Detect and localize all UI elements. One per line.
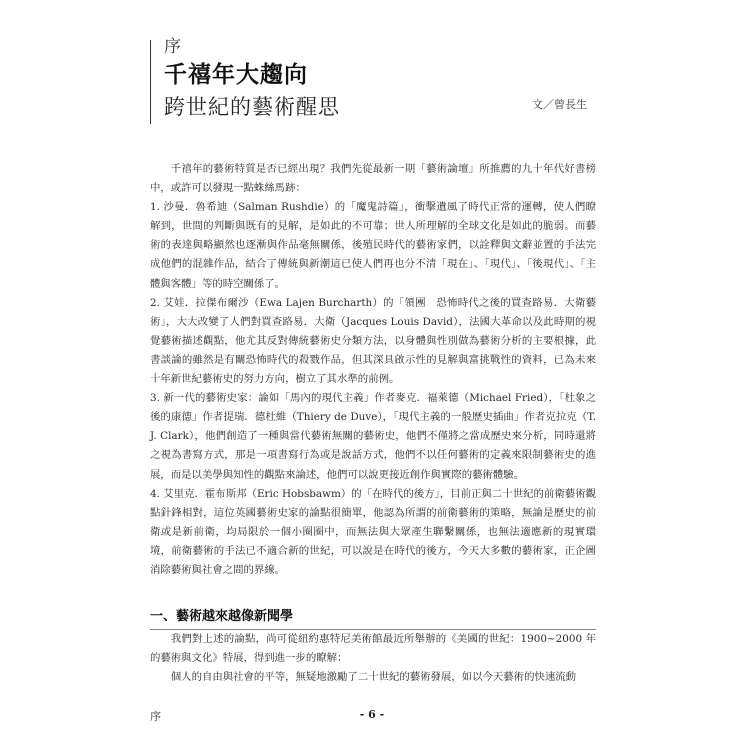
section-body bbox=[150, 630, 596, 687]
intro-paragraph: 千禧年的藝術特質是否已經出現？我們先從最新一期「藝術論壇」所推薦的九十年代好書榜中，或許可以發現一點蛛絲馬跡： bbox=[150, 163, 596, 195]
list-item-3: 3. 新一代的藝術史家：論如「馬內的現代主義」作者麥克．福萊德（Michael Fried），「杜象之後的康德」作者提瑞．德杜維（Thiery de Duve），「現代主義的一般歷史插曲」作者克拉克（T.J. Clark），他們創造了一種與當代藝術無關的藝術史，他們不僅將之當成歷史來分析，同時還將之視為書寫方式，那是一項書寫行為或是說話方式，他們不以任何藝術的定義來限制藝術史的進展，而是以美學與知性的觀點來論述，他們可以說更接近創作與實際的藝術體驗。 bbox=[150, 392, 596, 481]
section-heading bbox=[150, 607, 596, 627]
chapter-title: 千禧年大趨向 bbox=[164, 61, 308, 88]
list-item-1: 1. 沙曼．魯希迪（Salman Rushdie）的「魔鬼詩篇」，衝擊遺風了時代正常的運轉，使人們瞭解到，世間的判斷與既有的見解，是如此的不可靠；世人所理解的全球文化是如此的脆弱。而藝術的表達與略顯然也逐漸與作品毫無關係，後殖民時代的藝術家們，以詮釋與文辭並置的手法完成他們的混雜作品，結合了傳統與新潮這已使人們再也分不清「現在」、「現代」、「後現代」、「主體與客體」等的時空關係了。 bbox=[150, 201, 596, 290]
list-item-2: 2. 艾娃．拉傑布爾沙（Ewa Lajen Burcharth）的「領團 恐怖時代之後的買查路易．大衛藝術」，大大改變了人們對買查路易．大衛（Jacques Louis David），法國大革命以及此時期的視覺藝術描述觀點，他尤其反對傳統藝術史分類方法，以身體與性別做為藝術分析的主要根據，此書談論的雖然是有關恐怖時代的殺戮作品，但其深具啟示性的見解與富挑戰性的資料，已為未來十年新世紀藝術史的努力方向，樹立了其水準的前例。 bbox=[150, 296, 596, 386]
section-paragraph-1: 我們對上述的論點，尚可從紐約惠特尼美術館最近所舉辦的《美國的世紀：1900~2000 年的藝術與文化》特展，得到進一步的瞭解： bbox=[150, 633, 596, 665]
section-tag: 序 bbox=[164, 37, 181, 57]
section-paragraph-2: 個人的自由與社會的平等，無疑地激勵了二十世紀的藝術發展，如以今天藝術的快速流動 bbox=[170, 671, 577, 684]
title-vertical-rule bbox=[150, 40, 151, 124]
chapter-subtitle: 跨世紀的藝術醒思 bbox=[164, 95, 340, 119]
section-heading-text: 一、藝術越來越像新聞學 bbox=[150, 609, 294, 624]
body-text bbox=[150, 160, 596, 580]
page-number: - 6 - bbox=[359, 708, 385, 721]
author-credit: 文／曾長生 bbox=[532, 98, 587, 111]
footer-section-tag: 序 bbox=[150, 710, 161, 723]
list-item-4: 4. 艾里克．霍布斯邦（Eric Hobsbawm）的「在時代的後方」，目前正與二十世紀的前衛藝術觀點針鋒相對，這位英國藝術史家的論點很簡單，他認為所謂的前衛藝術的策略，無論是歷史的前衛或是新前衛，均局限於一個小圈圈中，而無法與大眾產生聯繫關係，也無法適應新的現實環境，前衛藝術的手法已不適合新的世紀，可以說是在時代的後方，今天大多數的藝術家，正企圖消除藝術與社會之間的界線。 bbox=[150, 487, 596, 576]
